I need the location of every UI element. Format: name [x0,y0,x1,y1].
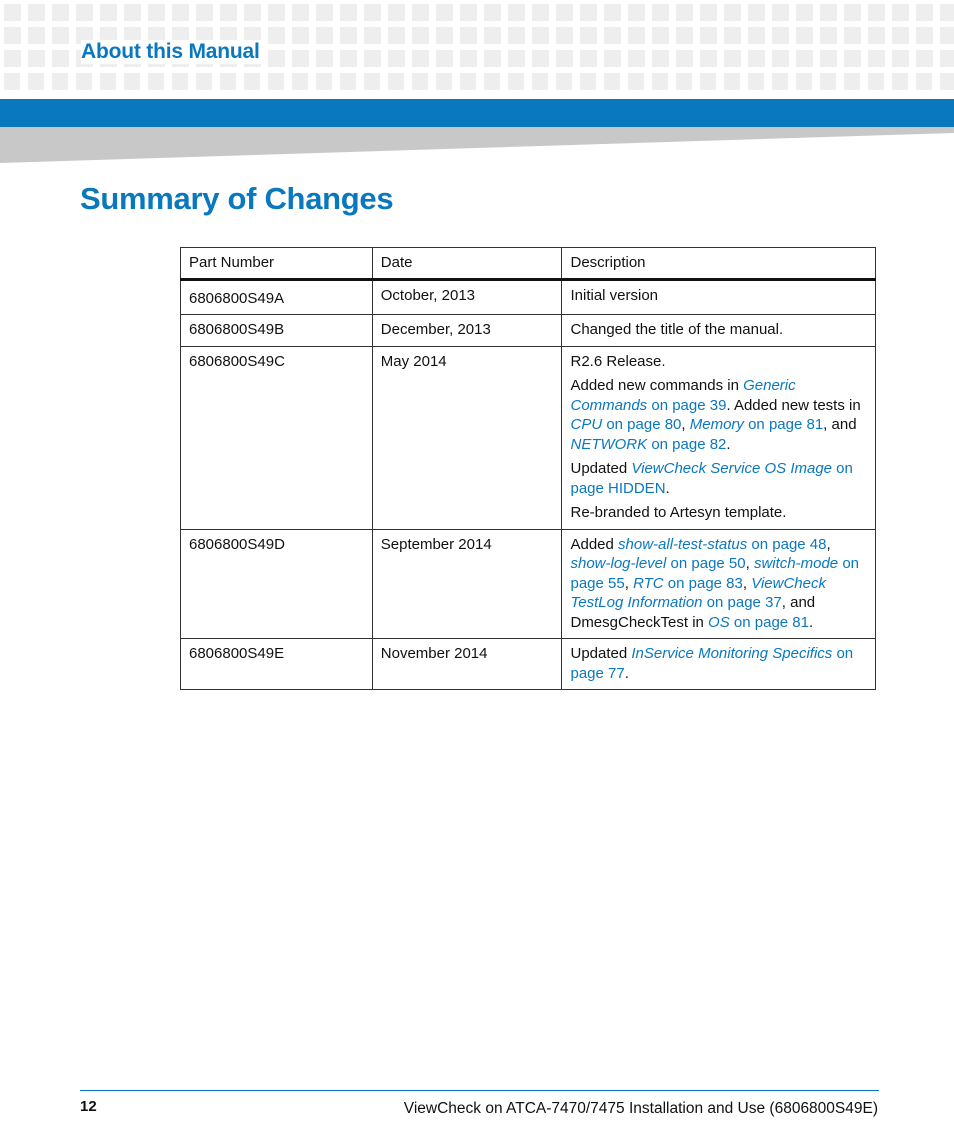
description-text: , [745,555,754,572]
section-title: About this Manual [81,40,264,64]
pattern-square [76,4,93,21]
pattern-square [748,73,764,90]
pattern-square [100,4,117,21]
pattern-square [748,27,765,44]
description-paragraph [570,459,867,498]
pattern-square [844,50,861,67]
pattern-square [316,73,332,90]
description-text: . [665,479,670,497]
pattern-square [484,50,501,67]
description-paragraph [570,352,867,372]
pattern-square [724,4,741,21]
table-row [181,315,876,347]
pattern-square [460,27,477,44]
description-text: Added new commands in [570,377,744,394]
pattern-square [796,73,812,90]
pattern-square [244,73,260,90]
pattern-square [148,4,165,21]
link-target-title: ViewCheck Service OS Image [631,460,833,477]
header-swoosh [0,127,954,163]
pattern-square [628,73,644,90]
pattern-square [676,73,692,90]
cross-reference-link[interactable] [690,416,823,433]
link-page-reference: on page 82 [647,435,727,453]
pattern-square [844,4,861,21]
description-paragraph [570,535,867,633]
cross-reference-link[interactable] [570,436,726,453]
pattern-square [940,4,954,21]
link-target-title: InService Monitoring Specifics [631,645,833,662]
pattern-square [628,4,645,21]
table-row [181,529,876,639]
pattern-square [4,4,21,21]
description-cell [562,315,876,347]
cross-reference-link[interactable] [570,416,681,433]
pattern-square [532,4,549,21]
link-target-title: NETWORK [570,435,648,453]
pattern-square [532,27,549,44]
pattern-square [892,73,908,90]
description-paragraph [570,376,867,454]
pattern-square [820,50,837,67]
column-header-part-number: Part Number [181,248,373,280]
link-page-reference: on page HIDDEN [570,460,853,497]
pattern-square [892,4,909,21]
pattern-square [412,27,429,44]
link-page-reference: on page 48 [747,535,827,553]
pattern-square [772,50,789,67]
pattern-square [892,27,909,44]
page-number: 12 [80,1098,97,1115]
pattern-square [484,4,501,21]
description-text: . Added new tests in [726,396,861,414]
link-target-title: show-log-level [570,555,667,572]
description-cell [562,346,876,529]
link-page-reference: on page 55 [570,555,860,592]
pattern-square [316,4,333,21]
pattern-square [724,73,740,90]
pattern-square [28,27,45,44]
pattern-square [268,4,285,21]
link-page-reference: on page 80 [602,416,682,433]
description-text: . [624,664,629,682]
pattern-square [244,4,261,21]
pattern-square [388,73,404,90]
pattern-square [748,4,765,21]
pattern-square [748,50,765,67]
part-number-cell: 6806800S49A [181,279,373,315]
pattern-square [700,27,717,44]
pattern-square [412,50,429,67]
pattern-square [916,50,933,67]
link-page-reference: on page 83 [663,574,743,592]
page-title: Summary of Changes [80,181,394,216]
header-band [0,99,954,127]
pattern-square [676,27,693,44]
table-row [181,639,876,690]
pattern-square [196,73,212,90]
pattern-square [100,73,116,90]
table-header-row [181,248,876,280]
pattern-square [484,73,500,90]
pattern-square [436,50,453,67]
pattern-square [412,73,428,90]
pattern-square [268,73,284,90]
pattern-square [604,27,621,44]
link-page-reference: on page 81 [743,416,824,433]
pattern-square [28,4,45,21]
description-text: Initial version [570,286,659,304]
pattern-square [940,27,954,44]
cross-reference-link[interactable] [618,536,826,553]
pattern-square [220,73,236,90]
pattern-square [316,27,333,44]
pattern-square [28,73,44,90]
pattern-square [652,27,669,44]
pattern-square [124,4,141,21]
pattern-square [364,73,380,90]
pattern-square [892,50,909,67]
pattern-square [340,50,357,67]
date-cell: October, 2013 [372,279,562,315]
pattern-square [772,73,788,90]
link-target-title: OS [708,613,730,631]
pattern-square [916,4,933,21]
pattern-square [52,73,68,90]
link-page-reference: on page 77 [570,645,854,682]
pattern-square [412,4,429,21]
pattern-square [52,27,69,44]
pattern-square [388,50,405,67]
pattern-square [724,50,741,67]
pattern-square [580,50,597,67]
pattern-square [52,4,69,21]
pattern-square [268,50,285,67]
pattern-square [676,50,693,67]
pattern-square [124,73,140,90]
link-target-title: show-all-test-status [618,535,748,553]
cross-reference-link[interactable] [570,555,745,572]
pattern-square [76,73,92,90]
pattern-square [556,73,572,90]
date-cell: September 2014 [372,529,562,639]
pattern-square [436,27,453,44]
pattern-square [580,4,597,21]
description-text: , [681,416,690,433]
pattern-square [292,50,309,67]
pattern-square [628,27,645,44]
pattern-square [484,27,501,44]
link-target-title: RTC [633,574,664,592]
pattern-square [940,73,954,90]
table-row [181,346,876,529]
description-text: , [624,574,634,592]
pattern-square [820,27,837,44]
part-number-cell: 6806800S49C [181,346,373,529]
pattern-square [364,50,381,67]
pattern-square [340,73,356,90]
pattern-square [268,27,285,44]
pattern-square [508,4,525,21]
pattern-square [916,27,933,44]
pattern-square [388,4,405,21]
pattern-square [4,50,21,67]
pattern-square [796,27,813,44]
pattern-square [940,50,954,67]
description-paragraph [570,503,867,523]
date-cell: November 2014 [372,639,562,690]
pattern-square [868,27,885,44]
link-target-title: Generic Commands [570,377,796,414]
description-text: Added [570,535,619,553]
pattern-square [292,27,309,44]
pattern-square [868,4,885,21]
pattern-square [220,4,237,21]
description-text: Re-branded to Artesyn template. [570,504,787,521]
column-header-description: Description [562,248,876,280]
pattern-square [4,73,20,90]
description-text: Updated [570,645,632,662]
link-target-title: CPU [570,416,603,433]
description-text: Changed the title of the manual. [570,321,784,338]
pattern-square [508,73,524,90]
pattern-square [868,50,885,67]
pattern-square [292,73,308,90]
pattern-square [676,4,693,21]
pattern-square [52,50,69,67]
description-text: R2.6 Release. [570,352,666,370]
link-page-reference: on page 39 [647,396,727,414]
part-number-cell: 6806800S49D [181,529,373,639]
description-text: . [808,613,814,631]
pattern-square [340,4,357,21]
column-header-date: Date [372,248,562,280]
date-cell: May 2014 [372,346,562,529]
pattern-square [796,4,813,21]
pattern-square [196,4,213,21]
pattern-square [436,73,452,90]
pattern-square [628,50,645,67]
pattern-square [772,27,789,44]
document-title: ViewCheck on ATCA-7470/7475 Installation and Use (6806800S49E) [403,1100,878,1117]
pattern-square [580,73,596,90]
link-target-title: switch-mode [753,555,839,572]
part-number-cell: 6806800S49E [181,639,373,690]
pattern-square [4,27,21,44]
pattern-square [604,4,621,21]
cross-reference-link[interactable] [708,614,809,631]
pattern-square [844,73,860,90]
pattern-square [868,73,884,90]
description-cell [562,279,876,315]
footer-rule [80,1090,879,1091]
pattern-square [532,50,549,67]
pattern-square [556,27,573,44]
pattern-square [340,27,357,44]
pattern-square [364,4,381,21]
link-target-title: ViewCheck TestLog Information [570,574,826,611]
pattern-square [652,4,669,21]
link-page-reference: on page 81 [729,613,809,631]
pattern-square [652,50,669,67]
table-body [181,279,876,690]
date-cell: December, 2013 [372,315,562,347]
pattern-square [316,50,333,67]
description-text: , and DmesgCheckTest in [570,594,816,631]
link-page-reference: on page 50 [666,555,746,572]
pattern-square [820,73,836,90]
pattern-square [508,50,525,67]
cross-reference-link[interactable] [633,575,743,592]
pattern-square [604,73,620,90]
description-text: , and [823,416,857,433]
pattern-square [532,73,548,90]
pattern-square [172,4,189,21]
pattern-square [388,27,405,44]
summary-of-changes-table [180,247,876,690]
pattern-square [556,4,573,21]
pattern-square [292,4,309,21]
pattern-square [844,27,861,44]
pattern-square [580,27,597,44]
pattern-square [28,50,45,67]
pattern-square [700,4,717,21]
pattern-square [460,4,477,21]
link-target-title: Memory [689,416,744,433]
description-paragraph [570,286,867,306]
pattern-square [460,73,476,90]
pattern-square [508,27,525,44]
description-cell [562,639,876,690]
description-paragraph [570,320,867,340]
description-text: Updated [570,460,632,477]
link-page-reference: on page 37 [702,594,782,611]
pattern-square [820,4,837,21]
table-row [181,279,876,315]
pattern-square [148,73,164,90]
pattern-square [172,73,188,90]
description-text: , [742,574,752,592]
description-text: , [826,535,831,553]
pattern-square [364,27,381,44]
pattern-square [700,73,716,90]
pattern-square [724,27,741,44]
pattern-square [796,50,813,67]
pattern-square [604,50,621,67]
pattern-square [436,4,453,21]
pattern-square [700,50,717,67]
pattern-square [556,50,573,67]
description-cell [562,529,876,639]
pattern-square [916,73,932,90]
description-text: . [726,435,731,453]
pattern-square [460,50,477,67]
pattern-square [772,4,789,21]
part-number-cell: 6806800S49B [181,315,373,347]
description-paragraph [570,644,867,683]
pattern-square [652,73,668,90]
